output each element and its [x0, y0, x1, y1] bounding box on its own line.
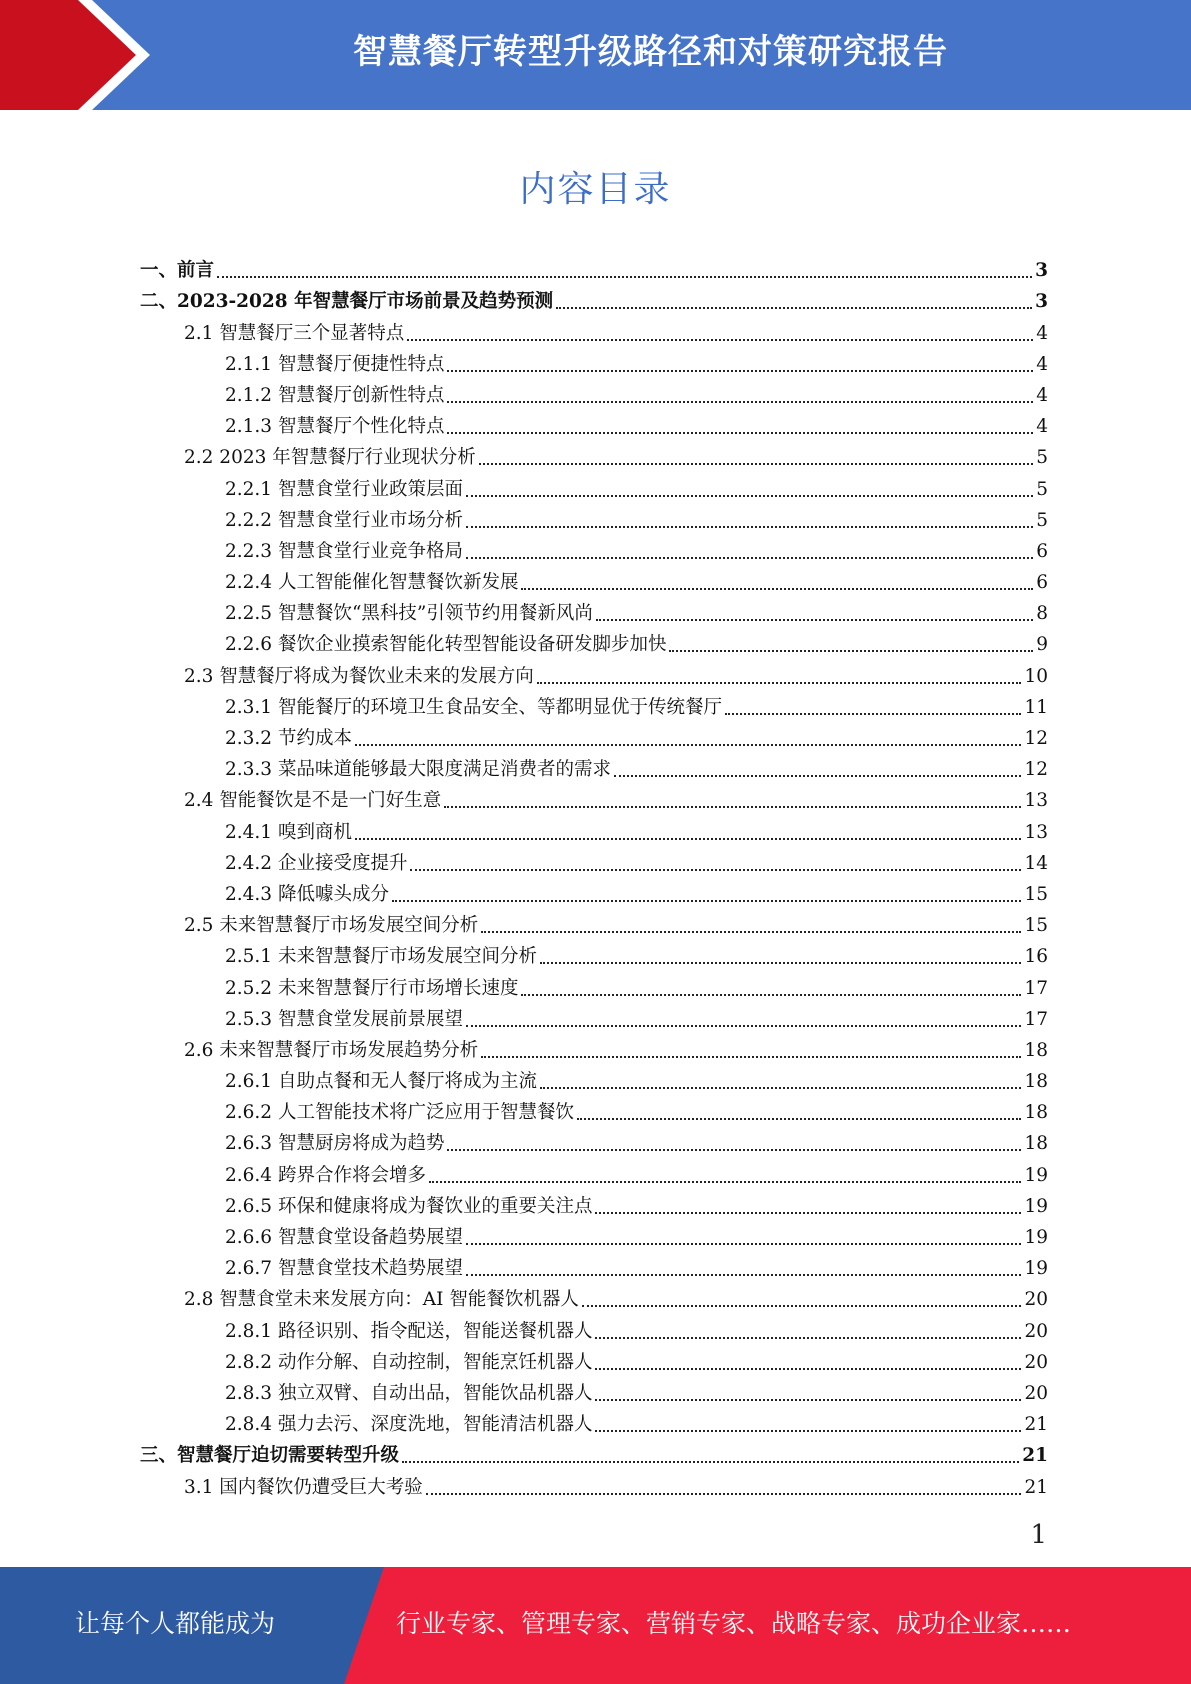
- toc-entry-page: 10: [1024, 665, 1048, 687]
- toc-entry-label: 2.6.5 环保和健康将成为餐饮业的重要关注点: [225, 1195, 593, 1217]
- toc-entry-page: 4: [1036, 353, 1048, 375]
- toc-dot-leader: [410, 869, 1021, 871]
- toc-dot-leader: [466, 1274, 1021, 1276]
- toc-entry[interactable]: [140, 1188, 1048, 1219]
- toc-dot-leader: [596, 619, 1033, 621]
- toc-entry-page: 11: [1024, 696, 1048, 718]
- toc-dot-leader: [481, 1056, 1021, 1058]
- toc-dot-leader: [521, 994, 1021, 996]
- toc-entry-page: 9: [1036, 634, 1048, 656]
- toc-entry[interactable]: [140, 1281, 1048, 1312]
- toc-dot-leader: [355, 838, 1022, 840]
- toc-entry-label: 3.1 国内餐饮仍遭受巨大考验: [184, 1476, 423, 1498]
- toc-dot-leader: [429, 1181, 1021, 1183]
- toc-entry-page: 15: [1024, 883, 1048, 905]
- toc-entry[interactable]: [140, 1312, 1048, 1343]
- toc-entry-page: 16: [1024, 946, 1048, 968]
- toc-entry-label: 2.4 智能餐饮是不是一门好生意: [184, 790, 442, 812]
- toc-entry-label: 二、2023-2028 年智慧餐厅市场前景及趋势预测: [140, 291, 554, 313]
- toc-entry-label: 2.5.1 未来智慧餐厅市场发展空间分析: [225, 946, 537, 968]
- toc-entry-page: 21: [1024, 1476, 1048, 1498]
- toc-entry-page: 19: [1024, 1227, 1048, 1248]
- toc-entry[interactable]: [140, 564, 1048, 595]
- toc-entry-label: 2.2 2023 年智慧餐厅行业现状分析: [184, 447, 476, 469]
- toc-dot-leader: [447, 1149, 1021, 1151]
- toc-dot-leader: [537, 682, 1022, 684]
- toc-entry[interactable]: [140, 1094, 1048, 1125]
- toc-entry-label: 2.4.1 嗅到商机: [225, 821, 352, 843]
- toc-entry[interactable]: [140, 502, 1048, 533]
- toc-entry-label: 2.6.1 自助点餐和无人餐厅将成为主流: [225, 1071, 537, 1093]
- toc-entry-label: 2.1.3 智慧餐厅个性化特点: [225, 416, 445, 438]
- toc-entry-page: 3: [1035, 260, 1048, 282]
- toc-entry[interactable]: [140, 876, 1048, 907]
- toc-dot-leader: [407, 339, 1033, 341]
- toc-dot-leader: [447, 432, 1033, 434]
- toc-entry-label: 2.2.5 智慧餐饮“黑科技”引领节约用餐新风尚: [225, 603, 593, 625]
- toc-entry-page: 18: [1024, 1133, 1048, 1155]
- toc-entry[interactable]: [140, 1125, 1048, 1156]
- toc-entry[interactable]: [140, 533, 1048, 564]
- toc-dot-leader: [426, 1493, 1022, 1495]
- toc-entry-label: 2.1.2 智慧餐厅创新性特点: [225, 384, 445, 406]
- toc-entry-label: 2.5 未来智慧餐厅市场发展空间分析: [184, 915, 479, 937]
- toc-entry-label: 2.2.6 餐饮企业摸索智能化转型智能设备研发脚步加快: [225, 634, 667, 656]
- toc-entry-label: 2.3.2 节约成本: [225, 728, 352, 749]
- toc-entry-label: 2.6.7 智慧食堂技术趋势展望: [225, 1258, 463, 1280]
- toc-entry-page: 17: [1024, 1008, 1048, 1030]
- toc-entry-page: 15: [1024, 915, 1048, 937]
- toc-entry-page: 20: [1024, 1320, 1048, 1342]
- toc-dot-leader: [355, 744, 1022, 746]
- toc-dot-leader: [595, 1212, 1021, 1214]
- toc-entry[interactable]: [140, 813, 1048, 844]
- toc-entry-page: 21: [1024, 1414, 1048, 1436]
- toc-entry[interactable]: [140, 1437, 1048, 1468]
- footer-slogan-right: 行业专家、管理专家、营销专家、战略专家、成功企业家……: [396, 1609, 1072, 1638]
- toc-entry-page: 4: [1036, 322, 1048, 344]
- toc-dot-leader: [725, 713, 1021, 715]
- toc-entry-label: 2.2.3 智慧食堂行业竞争格局: [225, 540, 463, 562]
- toc-entry[interactable]: [140, 595, 1048, 626]
- toc-entry-page: 19: [1024, 1258, 1048, 1280]
- toc-entry-page: 19: [1024, 1164, 1048, 1186]
- toc-dot-leader: [217, 276, 1032, 278]
- toc-dot-leader: [540, 1087, 1021, 1089]
- toc-entry-page: 18: [1024, 1039, 1048, 1061]
- toc-entry[interactable]: [140, 1468, 1048, 1499]
- toc-entry-label: 2.6 未来智慧餐厅市场发展趋势分析: [184, 1039, 479, 1061]
- toc-entry-label: 2.5.2 未来智慧餐厅行市场增长速度: [225, 977, 519, 999]
- toc-entry-label: 2.2.1 智慧食堂行业政策层面: [225, 478, 463, 500]
- toc-entry[interactable]: [140, 439, 1048, 470]
- toc-entry-label: 2.6.6 智慧食堂设备趋势展望: [225, 1227, 463, 1248]
- toc-entry-page: 12: [1024, 728, 1048, 749]
- toc-entry[interactable]: [140, 252, 1048, 283]
- toc-entry[interactable]: [140, 1250, 1048, 1281]
- toc-heading: 内容目录: [519, 169, 672, 210]
- toc-entry-page: 19: [1024, 1195, 1048, 1217]
- toc-entry[interactable]: [140, 1406, 1048, 1437]
- toc-entry[interactable]: [140, 408, 1048, 439]
- toc-dot-leader: [466, 1243, 1021, 1245]
- toc-entry[interactable]: [140, 1156, 1048, 1187]
- toc-entry[interactable]: [140, 377, 1048, 408]
- toc-dot-leader: [466, 557, 1033, 559]
- toc-entry-page: 20: [1024, 1382, 1048, 1404]
- toc-entry-label: 2.1 智慧餐厅三个显著特点: [184, 322, 405, 344]
- toc-entry-label: 2.5.3 智慧食堂发展前景展望: [225, 1008, 463, 1030]
- toc-entry-label: 2.8.4 强力去污、深度洗地，智能清洁机器人: [225, 1414, 593, 1436]
- toc-dot-leader: [402, 1461, 1019, 1463]
- toc-entry[interactable]: [140, 782, 1048, 813]
- toc-entry-page: 5: [1036, 447, 1048, 469]
- toc-entry[interactable]: [140, 689, 1048, 720]
- toc-dot-leader: [466, 526, 1033, 528]
- toc-entry-page: 20: [1024, 1351, 1048, 1373]
- toc-entry[interactable]: [140, 751, 1048, 782]
- toc-dot-leader: [479, 463, 1033, 465]
- toc-dot-leader: [466, 1025, 1021, 1027]
- toc-dot-leader: [481, 931, 1021, 933]
- toc-dot-leader: [447, 370, 1033, 372]
- toc-entry-label: 2.4.2 企业接受度提升: [225, 852, 408, 874]
- toc-entry-label: 2.3.1 智能餐厅的环境卫生食品安全、等都明显优于传统餐厅: [225, 696, 722, 718]
- toc-dot-leader: [595, 1430, 1021, 1432]
- toc-entry-page: 5: [1036, 478, 1048, 500]
- toc-entry-label: 2.8.2 动作分解、自动控制，智能烹饪机器人: [225, 1351, 593, 1373]
- toc-entry[interactable]: [140, 938, 1048, 969]
- toc-entry[interactable]: [140, 1375, 1048, 1406]
- toc-dot-leader: [669, 650, 1033, 652]
- toc-entry-page: 4: [1036, 384, 1048, 406]
- page-header: [0, 0, 1191, 110]
- toc-entry-label: 2.2.4 人工智能催化智慧餐饮新发展: [225, 572, 519, 594]
- toc-dot-leader: [447, 401, 1033, 403]
- toc-entry-page: 14: [1024, 852, 1048, 874]
- toc-entry[interactable]: [140, 907, 1048, 938]
- toc-entry[interactable]: [140, 1219, 1048, 1250]
- toc-entry-page: 21: [1022, 1445, 1048, 1467]
- toc-entry-page: 18: [1024, 1102, 1048, 1124]
- toc-entry[interactable]: [140, 283, 1048, 314]
- toc-entry-page: 3: [1035, 291, 1048, 313]
- toc-entry[interactable]: [140, 314, 1048, 345]
- toc-entry-page: 12: [1024, 759, 1048, 781]
- toc-entry[interactable]: [140, 1001, 1048, 1032]
- toc-entry-page: 6: [1036, 540, 1048, 562]
- toc-entry-label: 2.4.3 降低噱头成分: [225, 883, 389, 905]
- toc-entry[interactable]: [140, 845, 1048, 876]
- toc-dot-leader: [444, 806, 1021, 808]
- toc-entry-page: 17: [1024, 977, 1048, 999]
- toc-entry-label: 2.6.4 跨界合作将会增多: [225, 1164, 426, 1186]
- toc-entry-label: 2.8.1 路径识别、指令配送，智能送餐机器人: [225, 1320, 593, 1342]
- toc-entry-label: 2.8.3 独立双臂、自动出品，智能饮品机器人: [225, 1382, 593, 1404]
- toc-entry-label: 三、智慧餐厅迫切需要转型升级: [140, 1445, 400, 1467]
- toc-dot-leader: [582, 1305, 1022, 1307]
- toc-entry[interactable]: [140, 470, 1048, 501]
- toc-entry-page: 5: [1036, 509, 1048, 531]
- toc-dot-leader: [540, 962, 1021, 964]
- toc-dot-leader: [595, 1368, 1021, 1370]
- toc-entry[interactable]: [140, 1344, 1048, 1375]
- toc-entry-label: 2.6.2 人工智能技术将广泛应用于智慧餐饮: [225, 1102, 574, 1124]
- toc-dot-leader: [392, 900, 1021, 902]
- toc-dot-leader: [577, 1118, 1021, 1120]
- toc-entry-page: 8: [1036, 603, 1048, 625]
- toc-entry-label: 2.3 智慧餐厅将成为餐饮业未来的发展方向: [184, 665, 534, 687]
- toc-entry[interactable]: [140, 1063, 1048, 1094]
- table-of-contents: [140, 252, 1048, 1500]
- toc-entry-page: 13: [1024, 821, 1048, 843]
- toc-entry[interactable]: [140, 1032, 1048, 1063]
- toc-entry[interactable]: [140, 969, 1048, 1000]
- toc-dot-leader: [521, 588, 1033, 590]
- toc-entry-label: 2.2.2 智慧食堂行业市场分析: [225, 509, 463, 531]
- toc-entry-label: 2.1.1 智慧餐厅便捷性特点: [225, 353, 445, 375]
- toc-entry-page: 6: [1036, 572, 1048, 594]
- toc-entry-page: 20: [1024, 1289, 1048, 1311]
- toc-entry-label: 2.8 智慧食堂未来发展方向：AI 智能餐饮机器人: [184, 1289, 579, 1311]
- toc-entry[interactable]: [140, 720, 1048, 751]
- toc-entry[interactable]: [140, 346, 1048, 377]
- toc-entry-page: 4: [1036, 416, 1048, 438]
- toc-entry-label: 2.3.3 菜品味道能够最大限度满足消费者的需求: [225, 759, 611, 781]
- toc-dot-leader: [614, 775, 1021, 777]
- toc-entry-page: 13: [1024, 790, 1048, 812]
- report-title: 智慧餐厅转型升级路径和对策研究报告: [353, 32, 948, 72]
- footer-slogan-left: 让每个人都能成为: [74, 1609, 275, 1638]
- toc-entry-page: 18: [1024, 1071, 1048, 1093]
- toc-entry-label: 2.6.3 智慧厨房将成为趋势: [225, 1133, 445, 1155]
- toc-dot-leader: [556, 307, 1032, 309]
- toc-entry-label: 一、前言: [140, 260, 215, 282]
- toc-dot-leader: [595, 1399, 1021, 1401]
- page-number: 1: [1030, 1520, 1047, 1550]
- page-footer: [0, 1567, 1191, 1684]
- toc-entry[interactable]: [140, 626, 1048, 657]
- toc-entry[interactable]: [140, 657, 1048, 688]
- toc-dot-leader: [595, 1337, 1021, 1339]
- toc-dot-leader: [466, 495, 1033, 497]
